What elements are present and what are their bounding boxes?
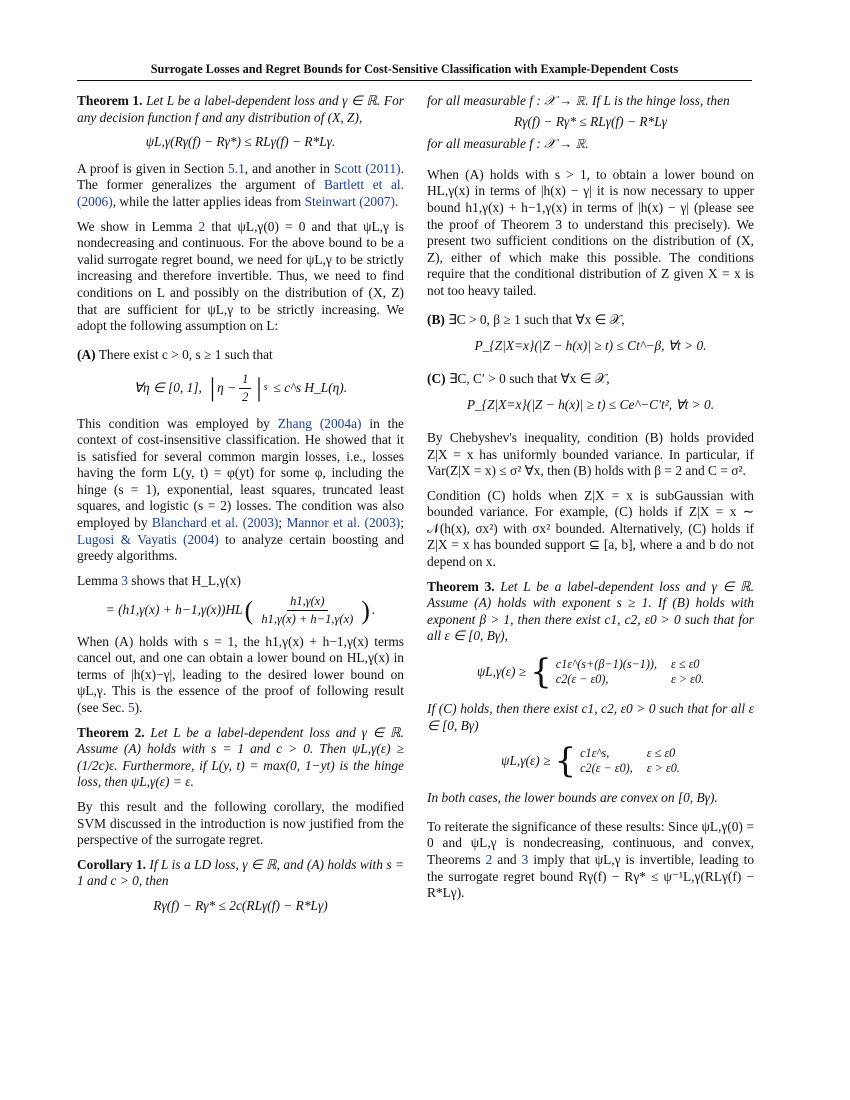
- text-run: We show in Lemma: [77, 218, 199, 234]
- fraction-denominator: h1,γ(x) + h−1,γ(x): [261, 612, 354, 627]
- case-value: c1ε^s,: [580, 746, 610, 761]
- link-lemma-2[interactable]: 2: [198, 218, 206, 234]
- svm-paragraph: By this result and the following corollary, the modified SVM discussed in the introduction is now justified from the perspective of the surrogate regret.: [77, 798, 404, 848]
- paren: ): [361, 595, 370, 625]
- abs-bar: |: [209, 373, 216, 403]
- hinge-equation: Rγ(f) − Rγ* ≤ RLγ(f) − R*Lγ: [514, 113, 667, 129]
- citation-steinwart[interactable]: Steinwart (2007): [304, 193, 395, 209]
- eq-part: ≤ c^s H_L(η).: [273, 380, 348, 396]
- eq-part: ψL,γ(ε) ≥: [501, 752, 551, 768]
- case-condition: ε ≤ ε0: [646, 746, 676, 761]
- theorem-3-equation-1: [427, 652, 754, 693]
- corollary-1-equation: Rγ(f) − Rγ* ≤ 2c(RLγ(f) − R*Lγ): [153, 897, 328, 913]
- case-value: c1ε^(s+(β−1)(s−1)),: [555, 657, 658, 672]
- case-condition: ε ≤ ε0: [671, 657, 700, 672]
- theorem-1: [77, 93, 404, 126]
- theorem-1-label: Theorem 1.: [77, 93, 143, 108]
- lemma-3-equation: = (h1,γ(x) + h−1,γ(x))HL ( $\frac{h1,\gamma(x)}{h1,\gamma(x) + h-1,\gamma(x)}$ ) .: [105, 594, 376, 627]
- theorem-3-middle: If (C) holds, then there exist c1, c2, ε0 > 0 such that for all ε ∈ [0, Bγ): [427, 701, 754, 733]
- cases: [526, 652, 705, 693]
- link-section-5[interactable]: 5: [127, 700, 135, 715]
- theorem-1-equation: ψL,γ(Rγ(f) − Rγ*) ≤ RLγ(f) − R*Lγ.: [145, 134, 336, 150]
- citation-bartlett[interactable]: Bartlett et al. (2006): [77, 177, 404, 209]
- lemma-3-fraction: [258, 593, 356, 627]
- fraction-numerator: h1,γ(x): [287, 593, 327, 611]
- left-brace: {: [554, 741, 577, 782]
- text-run: , and another in: [244, 160, 334, 176]
- corollary-1-text: If L is a LD loss, γ ∈ ℝ, and (A) holds with s = 1 and c > 0, then: [77, 856, 404, 889]
- left-column: [77, 93, 404, 925]
- text-run: . The former generalizes the argument of: [77, 160, 404, 193]
- citation-zhang[interactable]: Zhang (2004a): [277, 415, 362, 431]
- text-run: When (A) holds with s = 1, the h1,γ(x) + h−1,γ(x) terms cancel out, and one can obtain a lower bound on HL,γ(x) in terms of |h(x)−γ|, leading to the desired lower bound on ψL,γ. This is the essence of the proof of following result (see Sec.: [77, 633, 404, 715]
- case-value: c2(ε − ε0),: [580, 761, 633, 776]
- text-run: ;: [400, 515, 404, 531]
- case-value: c2(ε − ε0),: [555, 672, 609, 687]
- link-theorem-2[interactable]: 2: [485, 852, 493, 867]
- citation-scott[interactable]: Scott (2011): [333, 160, 401, 176]
- eq-part: ∀η ∈ [0, 1],: [133, 380, 202, 396]
- corollary-1: [77, 857, 404, 890]
- text-run: to analyze certain boosting and greedy algorithms.: [77, 531, 404, 564]
- running-header: Surrogate Losses and Regret Bounds for Cost-Sensitive Classification with Example-Dependent Costs: [150, 62, 679, 76]
- text-run: ;: [278, 515, 287, 531]
- theorem-3-label: Theorem 3.: [427, 578, 495, 594]
- text-run: To reiterate the significance of these results: Since ψL,γ(0) = 0 and ψL,γ is nondecreasing, continuous, and convex, Theorems: [427, 818, 754, 867]
- case-condition: ε > ε0.: [671, 672, 705, 687]
- condition-b-text: ∃C > 0, β ≥ 1 such that ∀x ∈ 𝒳,: [448, 311, 625, 327]
- text-run: shows that H_L,γ(x): [127, 572, 241, 588]
- text-run: .: [394, 193, 399, 209]
- link-theorem-3[interactable]: 3: [521, 852, 529, 867]
- condition-c-equation: P_{Z|X=x}(|Z − h(x)| ≥ t) ≤ Ce^−C′t², ∀t > 0.: [466, 397, 715, 413]
- reiterate-paragraph: [427, 819, 754, 902]
- abs-bar: |: [256, 373, 262, 403]
- theorem-1-text: Let L be a label-dependent loss and γ ∈ ℝ. For any decision function f and any distribution of (X, Z),: [77, 93, 404, 125]
- one-half-fraction: $\frac{1}{2}$: [239, 371, 251, 405]
- condition-a-label: (A): [77, 346, 96, 362]
- condition-a-text: There exist c > 0, s ≥ 1 such that: [98, 346, 273, 362]
- eq-part: ψL,γ(ε) ≥: [476, 663, 527, 679]
- chebyshev-paragraph: By Chebyshev's inequality, condition (B) holds provided Z|X = x has uniformly bounded variance. In particular, if Var(Z|X = x) ≤ σ² ∀x, then (B) holds with β = 2 and C = σ².: [427, 429, 754, 479]
- case-rows: [580, 746, 680, 776]
- condition-c: [427, 371, 754, 388]
- corollary-end: for all measurable f : 𝒳 → ℝ.: [427, 136, 589, 152]
- citation-blanchard[interactable]: Blanchard et al. (2003): [151, 515, 279, 531]
- text-run: A proof is given in Section: [77, 160, 229, 176]
- s-greater-1-paragraph: When (A) holds with s > 1, to obtain a lower bound on HL,γ(x) in terms of |h(x) − γ| it is now necessary to upper bound h1,γ(x) + h−1,γ(x) in terms of |h(x) − γ| (please see the proof of Theorem 3 to understand this precisely). We present two sufficient conditions on the distribution of (X, Z), either of which make this possible. The conditions require that the conditional distribution of Z given X = x is not too heavy tailed.: [427, 166, 754, 298]
- condition-b-equation: P_{Z|X=x}(|Z − h(x)| ≥ t) ≤ Ct^−β, ∀t > 0.: [474, 338, 707, 354]
- condition-c-text: ∃C, C′ > 0 such that ∀x ∈ 𝒳,: [448, 370, 610, 386]
- text-run: in the context of cost-insensitive classification. He showed that it is satisfied for several common margin losses, i.e., losses having the form L(y, t) = φ(yt) for some φ, including the hinge (s = 1), exponential, least squares, truncated least squares, and logistic (s = 2) losses. The condition was also employed by: [77, 415, 404, 531]
- case-rows: [556, 657, 704, 687]
- s-equals-1-paragraph: [77, 634, 404, 717]
- condition-c-label: (C): [427, 370, 446, 386]
- text-run: imply that ψL,γ is invertible, leading to the surrogate regret bound Rγ(f) − Rγ* ≤ ψ⁻¹L,γ(RLγ(f) − R*Lγ).: [427, 852, 755, 901]
- theorem-2-text: Let L be a label-dependent loss and γ ∈ ℝ. Assume (A) holds with s = 1 and c > 0. Then ψL,γ(ε) ≥ (1/2c)ε. Furthermore, if L(y, t) = max(0, 1−yt) is the hinge loss, then ψL,γ(ε) = ε.: [77, 724, 404, 790]
- theorem-3-equation-2: [427, 741, 754, 782]
- case-condition: ε > ε0.: [646, 761, 680, 776]
- condition-b-label: (B): [427, 311, 445, 327]
- left-brace: {: [530, 652, 552, 693]
- theorem-2-label: Theorem 2.: [77, 724, 145, 740]
- cases: [550, 741, 680, 782]
- theorem-3: [427, 579, 754, 645]
- lemma-3-paragraph: [77, 573, 404, 590]
- text-run: , while the latter applies ideas from: [112, 193, 305, 209]
- link-section-5-1[interactable]: 5.1: [228, 160, 245, 176]
- theorem-3-text: Let L be a label-dependent loss and γ ∈ ℝ. Assume (A) holds with exponent s ≥ 1. If (B) holds with exponent β > 1, then there exist c1, c2, ε0 > 0 such that for all ε ∈ [0, Bγ),: [427, 578, 754, 644]
- zhang-paragraph: [77, 416, 404, 565]
- subgaussian-paragraph: Condition (C) holds when Z|X = x is subGaussian with bounded variance. For example, (C) holds if Z|X = x ∼ 𝒩(h(x), σx²) with σx² bounded. Alternatively, (C) holds if Z|X = x has bounded support ⊆ [a, b], where a and b do not depend on x.: [427, 487, 754, 570]
- text-run: that ψL,γ(0) = 0 and that ψL,γ is nondecreasing and continuous. For the above bound to be a valid surrogate regret bound, we need for ψL,γ to be strictly increasing and therefore invertible. Thus, we need to find conditions on L and possibly on the distribution of (X, Z) that are sufficient for ψL,γ to be strictly increasing. We adopt the following assumption on L:: [77, 218, 404, 334]
- condition-b: [427, 312, 754, 329]
- lemma-2-paragraph: [77, 219, 404, 335]
- text-run: ).: [134, 700, 143, 715]
- header-rule: [77, 80, 752, 81]
- text-run: Lemma: [77, 572, 122, 588]
- eq-part: = (h1,γ(x) + h−1,γ(x))HL: [105, 602, 243, 618]
- text-run: This condition was employed by: [77, 415, 278, 431]
- citation-mannor[interactable]: Mannor et al. (2003): [286, 515, 401, 531]
- link-lemma-3[interactable]: 3: [121, 572, 128, 588]
- corollary-1-label: Corollary 1.: [77, 856, 146, 872]
- corollary-continuation: for all measurable f : 𝒳 → ℝ. If L is the hinge loss, then: [427, 93, 730, 108]
- proof-paragraph: [77, 161, 404, 211]
- condition-a-equation: ∀η ∈ [0, 1], | η − $\frac{1}{2}$ | s ≤ c^s H_L(η).: [133, 372, 348, 404]
- theorem-3-end: In both cases, the lower bounds are convex on [0, Bγ).: [427, 790, 718, 806]
- citation-lugosi[interactable]: Lugosi & Vayatis (2004): [77, 531, 219, 547]
- theorem-2: [77, 725, 404, 791]
- paren: (: [244, 595, 254, 625]
- right-column: [427, 93, 754, 910]
- condition-a: [77, 347, 404, 364]
- text-run: and: [492, 852, 522, 867]
